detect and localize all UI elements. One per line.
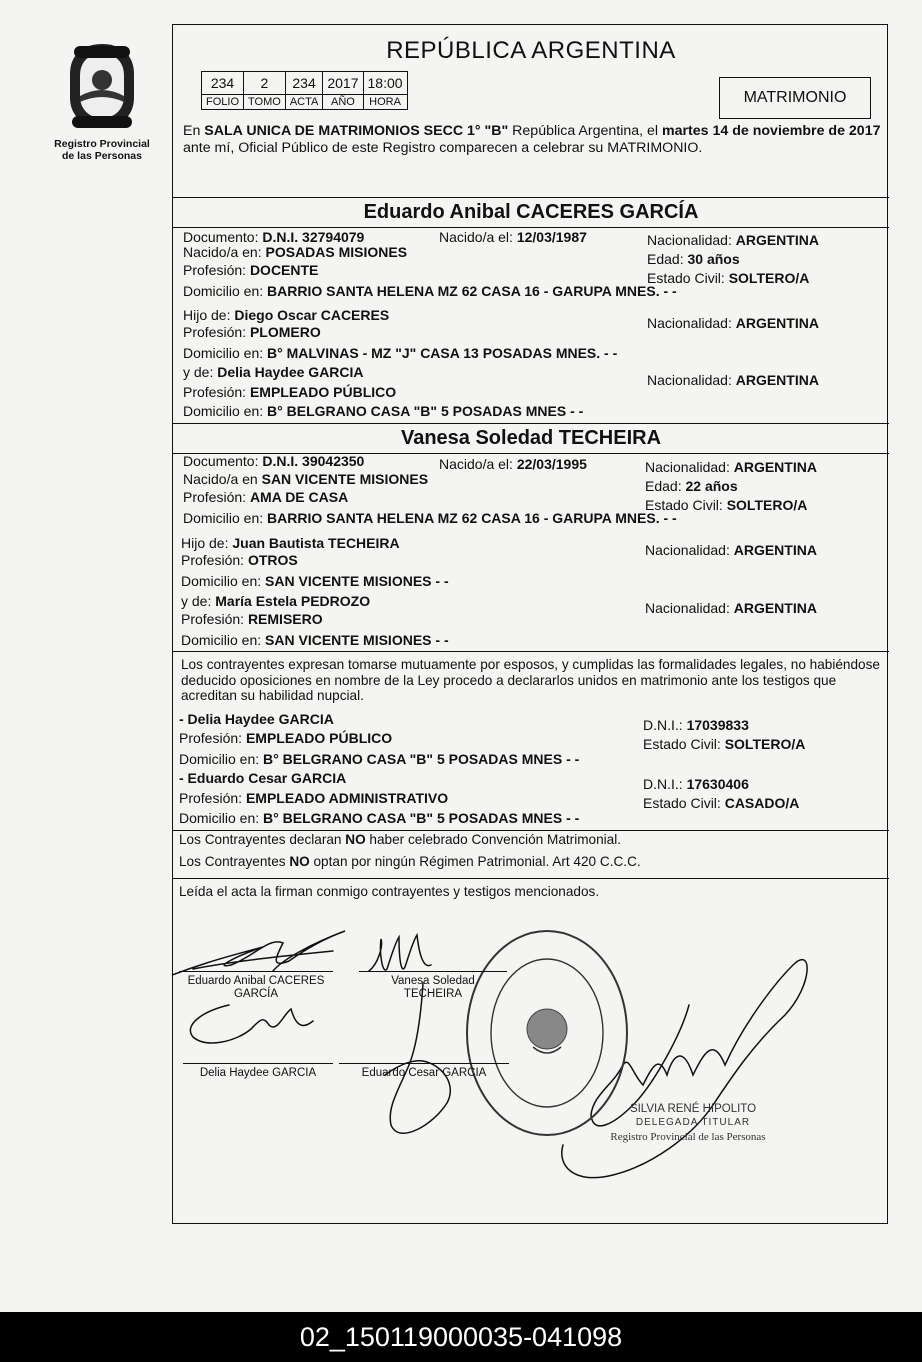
time-label: HORA: [363, 95, 407, 110]
witness-2-signature-label: Eduardo Cesar GARCIA: [361, 1067, 487, 1079]
groom-document: Documento: D.N.I. 32794079: [183, 229, 365, 245]
groom-name: Eduardo Anibal CACERES GARCÍA: [363, 201, 699, 223]
witness-1-profession: Profesión: EMPLEADO PÚBLICO: [179, 730, 393, 746]
groom-mother-nationality: Nacionalidad: ARGENTINA: [647, 372, 819, 388]
page-title: REPÚBLICA ARGENTINA: [386, 37, 676, 64]
signatures-layer: [173, 25, 889, 1225]
tomo-label: TOMO: [244, 95, 286, 110]
witness-2-signature: [385, 983, 450, 1133]
acta-label: ACTA: [285, 95, 323, 110]
ceremony-date: martes 14 de noviembre de 2017: [662, 123, 881, 139]
registry-logo: [52, 40, 152, 168]
witness-1-name: - Delia Haydee GARCIA: [179, 711, 334, 727]
bride-civil-status: Estado Civil: SOLTERO/A: [645, 497, 808, 513]
witness-2-address: Domicilio en: B° BELGRANO CASA "B" 5 POSADAS MNES - -: [179, 810, 580, 826]
witness-1-signature: [190, 1005, 313, 1043]
bride-mother-address: Domicilio en: SAN VICENTE MISIONES - -: [181, 632, 449, 648]
officer-signature: [562, 960, 807, 1178]
witness-2-profession: Profesión: EMPLEADO ADMINISTRATIVO: [179, 790, 449, 806]
registry-caption-line2: de las Personas: [62, 150, 142, 162]
marriage-certificate: [172, 24, 888, 1224]
witness-2-civil-status: Estado Civil: CASADO/A: [643, 795, 800, 811]
intro-paragraph: En SALA UNICA DE MATRIMONIOS SECC 1° "B" República Argentina, el martes 14 de noviembre de 2017 ante mí, Oficial Público de este Registro comparecen a celebrar su MATRIMONIO.: [183, 123, 881, 156]
bride-name: Vanesa Soledad TECHEIRA: [400, 427, 662, 449]
bride-nationality: Nacionalidad: ARGENTINA: [645, 459, 817, 475]
bride-birthplace: Nacido/a en SAN VICENTE MISIONES: [183, 471, 429, 487]
clause-reading: Leída el acta la firman conmigo contrayentes y testigos mencionados.: [179, 884, 600, 899]
groom-father: Hijo de: Diego Oscar CACERES: [183, 307, 390, 323]
folio-label: FOLIO: [202, 95, 244, 110]
declaration-text: Los contrayentes expresan tomarse mutuamente por esposos, y cumplidas las formalidades legales, no habiéndose deducido oposiciones en nombre de la Ley procedo a declararlos unidos en matrimonio ante los testigos que acreditan su habilidad nupcial.: [181, 657, 880, 703]
bride-mother-profession: Profesión: REMISERO: [181, 611, 323, 627]
bride-age: Edad: 22 años: [645, 478, 738, 494]
groom-birthplace: Nacido/a en: POSADAS MISIONES: [183, 244, 408, 260]
acta-value: 234: [285, 72, 323, 95]
bride-profession: Profesión: AMA DE CASA: [183, 489, 349, 505]
bride-father-profession: Profesión: OTROS: [181, 552, 298, 568]
groom-profession: Profesión: DOCENTE: [183, 262, 319, 278]
groom-mother: y de: Delia Haydee GARCIA: [183, 364, 364, 380]
document-code: 02_150119000035-041098: [0, 1312, 922, 1362]
bride-address: Domicilio en: BARRIO SANTA HELENA MZ 62 CASA 16 - GARUPA MNES. - -: [183, 510, 677, 526]
record-type-box: MATRIMONIO: [719, 77, 871, 119]
witness-1-dni: D.N.I.: 17039833: [643, 717, 749, 733]
witness-2-name: - Eduardo Cesar GARCIA: [179, 770, 347, 786]
groom-civil-status: Estado Civil: SOLTERO/A: [647, 270, 810, 286]
witness-2-dni: D.N.I.: 17630406: [643, 776, 749, 792]
province-seal-icon: [64, 40, 140, 132]
witness-1-address: Domicilio en: B° BELGRANO CASA "B" 5 POSADAS MNES - -: [179, 751, 580, 767]
clause-patrimonial: Los Contrayentes NO optan por ningún Régimen Patrimonial. Art 420 C.C.C.: [179, 854, 641, 869]
officer-role: DELEGADA TITULAR: [635, 1117, 751, 1128]
groom-mother-profession: Profesión: EMPLEADO PÚBLICO: [183, 384, 397, 400]
bride-birthdate: Nacido/a el: 22/03/1995: [439, 456, 587, 472]
groom-signature-label: Eduardo Anibal CACERES GARCÍA: [187, 975, 325, 1000]
groom-birthdate: Nacido/a el: 12/03/1987: [439, 229, 587, 245]
groom-age: Edad: 30 años: [647, 251, 740, 267]
groom-father-profession: Profesión: PLOMERO: [183, 324, 321, 340]
groom-mother-address: Domicilio en: B° BELGRANO CASA "B" 5 POSADAS MNES - -: [183, 403, 584, 419]
time-value: 18:00: [363, 72, 407, 95]
bride-father-nationality: Nacionalidad: ARGENTINA: [645, 542, 817, 558]
witness-1-civil-status: Estado Civil: SOLTERO/A: [643, 736, 806, 752]
groom-address: Domicilio en: BARRIO SANTA HELENA MZ 62 CASA 16 - GARUPA MNES. - -: [183, 283, 677, 299]
bride-signature-label: Vanesa Soledad TECHEIRA: [391, 975, 475, 1000]
bride-father-address: Domicilio en: SAN VICENTE MISIONES - -: [181, 573, 449, 589]
officer-name: SILVIA RENÉ HIPOLITO: [629, 1103, 757, 1115]
year-value: 2017: [323, 72, 363, 95]
registry-caption-line1: Registro Provincial: [54, 138, 150, 150]
bride-document: Documento: D.N.I. 39042350: [183, 453, 365, 469]
officer-office: Registro Provincial de las Personas: [610, 1131, 766, 1143]
bride-mother-nationality: Nacionalidad: ARGENTINA: [645, 600, 817, 616]
ceremony-place: SALA UNICA DE MATRIMONIOS SECC 1° "B": [204, 123, 509, 139]
year-label: AÑO: [323, 95, 363, 110]
witness-1-signature-label: Delia Haydee GARCIA: [199, 1067, 317, 1079]
tomo-value: 2: [244, 72, 286, 95]
clause-convention: Los Contrayentes declaran NO haber celebrado Convención Matrimonial.: [179, 832, 622, 847]
bride-father: Hijo de: Juan Bautista TECHEIRA: [181, 535, 400, 551]
groom-father-address: Domicilio en: B° MALVINAS - MZ "J" CASA 13 POSADAS MNES. - -: [183, 345, 618, 361]
groom-father-nationality: Nacionalidad: ARGENTINA: [647, 315, 819, 331]
bride-signature: [369, 935, 431, 971]
groom-nationality: Nacionalidad: ARGENTINA: [647, 232, 819, 248]
folio-value: 234: [202, 72, 244, 95]
bride-mother: y de: María Estela PEDROZO: [181, 593, 371, 609]
